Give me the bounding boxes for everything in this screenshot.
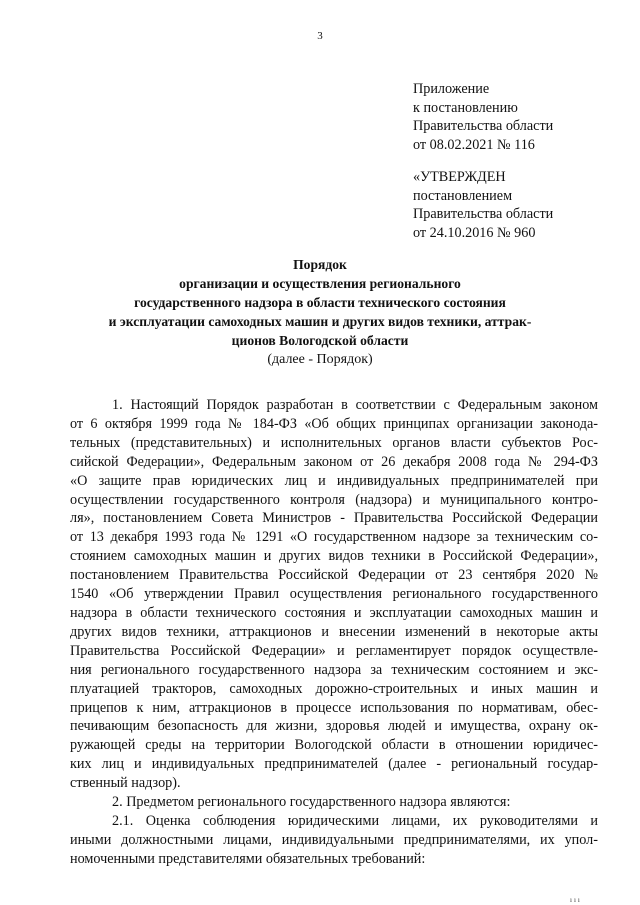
paragraph	[70, 812, 598, 869]
paragraph-line: надзора в области технического состояния и эксплуатации самоходных машин и	[70, 604, 598, 621]
paragraph-line: 1. Настоящий Порядок разработан в соответствии с Федеральным законом	[112, 397, 598, 413]
paragraph	[70, 396, 598, 793]
paragraph-line: тельных (представительных) и исполнительных органов власти субъектов Рос-	[70, 434, 598, 451]
appendix-block	[413, 80, 553, 154]
paragraph-line: сийской Федерации», Федеральным законом от 26 декабря 2008 года № 294-ФЗ	[70, 453, 598, 470]
paragraph-line: 1540 «Об утверждении Правил осуществления регионального государственного	[70, 586, 598, 603]
paragraph-line: номоченными представителями обязательных требований:	[70, 850, 426, 867]
footer-mark: ııı	[570, 896, 582, 904]
approved-block	[413, 168, 553, 242]
title-line: ционов Вологодской области	[231, 333, 409, 348]
paragraph-line: прицепов к ним, аттракционов в процессе использования по нормативам, обес-	[70, 699, 598, 716]
page-number: 3	[317, 30, 323, 42]
paragraph-line: других видов техники, аттракционов и внесении изменений в некоторые акты	[70, 623, 598, 640]
title-line: организации и осуществления регионального	[179, 276, 461, 291]
paragraph-line: иными должностными лицами, индивидуальными предпринимателями, их упол-	[70, 831, 598, 848]
title-line: и эксплуатации самоходных машин и других видов техники, аттрак-	[108, 314, 532, 329]
paragraph-line: печивающим безопасность для жизни, здоровья людей и имущества, охрану ок-	[70, 718, 598, 735]
paragraph-line: плуатацией тракторов, самоходных дорожно-строительных и иных машин и	[70, 680, 598, 697]
paragraph-line: осуществлении государственного контроля (надзора) и муниципального контро-	[70, 491, 598, 508]
paragraph-line: от 13 декабря 1993 года № 1291 «О государственном надзоре за техническим со-	[70, 529, 598, 546]
appendix-line: Приложение	[413, 81, 490, 97]
paragraph-line: ких лиц и индивидуальных предпринимателей (далее - региональный государ-	[70, 756, 598, 773]
paragraph-line: ния регионального государственного надзора за техническим состоянием и экс-	[70, 661, 598, 678]
document-title	[0, 255, 640, 369]
document-body	[70, 396, 598, 869]
paragraph-line: от 6 октября 1999 года № 184-ФЗ «Об общих принципах организации законода-	[70, 415, 598, 432]
approved-line: «УТВЕРЖДЕН	[413, 169, 506, 185]
paragraph-line: ля», постановлением Совета Министров - Правительства Российской Федерации	[70, 510, 598, 527]
appendix-line: Правительства области	[413, 118, 554, 134]
paragraph	[70, 793, 598, 812]
paragraph-line: 2. Предметом регионального государственного надзора являются:	[112, 794, 511, 811]
paragraph-line: ружающей среды на территории Вологодской области в отношении юридичес-	[70, 737, 598, 754]
paragraph-line: Правительства Российской Федерации» и регламентирует порядок осуществле-	[70, 642, 598, 659]
title-line: государственного надзора в области технического состояния	[134, 295, 506, 310]
approved-line: постановлением	[413, 187, 513, 204]
paragraph-line: постановлением Правительства Российской Федерации от 23 сентября 2020 №	[70, 567, 598, 584]
paragraph-line: «О защите прав юридических лиц и индивидуальных предпринимателей при	[70, 472, 598, 489]
title-line: Порядок	[293, 257, 347, 272]
document-subtitle: (далее - Порядок)	[267, 352, 373, 367]
appendix-line: от 08.02.2021 № 116	[413, 136, 535, 153]
paragraph-line: 2.1. Оценка соблюдения юридическими лицами, их руководителями и	[112, 812, 598, 829]
appendix-line: к постановлению	[413, 99, 518, 116]
paragraph-line: стоянием самоходных машин и других видов техники в Российской Федерации»,	[70, 548, 598, 565]
paragraph-line: ственный надзор).	[70, 775, 181, 792]
approved-line: Правительства области	[413, 206, 554, 222]
approved-line: от 24.10.2016 № 960	[413, 224, 536, 241]
